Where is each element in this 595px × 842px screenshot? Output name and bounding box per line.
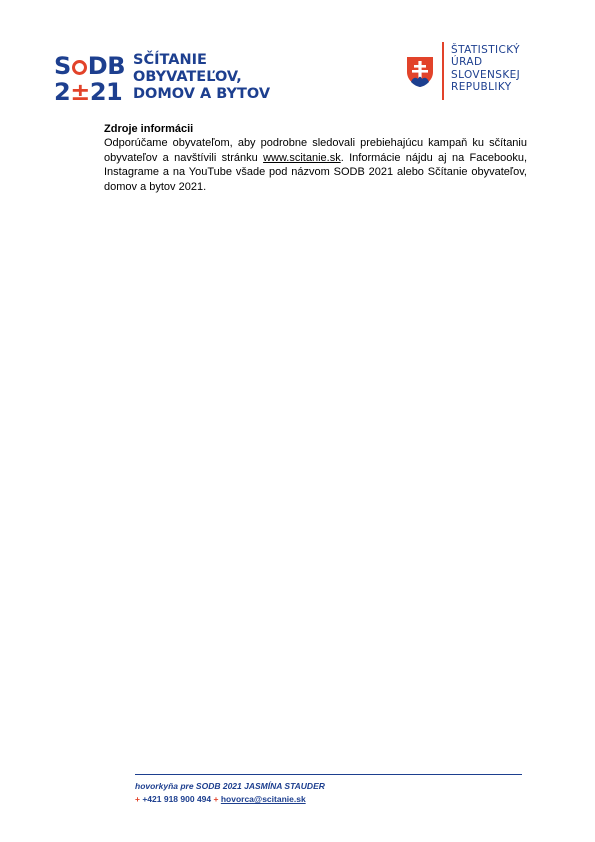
email-link[interactable]: hovorca@scitanie.sk (220, 794, 306, 804)
section-heading: Zdroje informácii (104, 123, 194, 135)
body-paragraph: Odporúčame obyvateľom, aby podrobne sledovali prebiehajúcu kampaň ku sčítaniu obyvateľov a navštívili stránku www.scitanie.sk. Informácie nájdu aj na Facebooku, Instagrame a na YouTube všade pod názvom SODB 2021 alebo Sčítanie obyvateľov, domov a bytov 2021. (104, 137, 527, 193)
page-footer (135, 780, 325, 806)
susr-title: ŠTATISTICKÝ ÚRAD SLOVENSKEJ REPUBLIKY (451, 44, 521, 94)
sodb-title: SČÍTANIE OBYVATEĽOV, DOMOV A BYTOV (133, 52, 271, 102)
footer-divider (135, 774, 522, 775)
slovak-coat-of-arms-icon (406, 56, 434, 88)
website-link[interactable]: www.scitanie.sk (263, 151, 341, 164)
header-divider (442, 42, 444, 100)
page-header (0, 40, 595, 110)
spokesperson-line: hovorkyňa pre SODB 2021 JASMÍNA STAUDER (135, 781, 325, 791)
main-content (104, 122, 527, 194)
phone-number: +421 918 900 494 (142, 794, 212, 804)
sodb-logo: S DB 2±21 (54, 52, 126, 106)
logo-o-ring-icon (72, 60, 87, 75)
contact-line: + +421 918 900 494 + hovorca@scitanie.sk (135, 794, 306, 804)
